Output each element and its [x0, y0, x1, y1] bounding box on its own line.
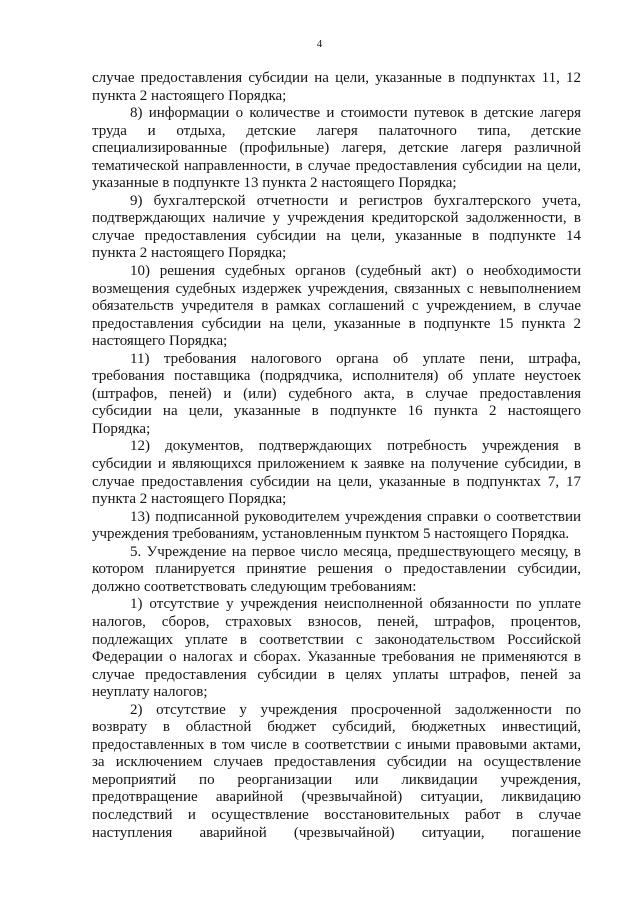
text-line: субсидии на цели, указанные в подпункте 16 пункта 2 настоящего — [92, 403, 581, 420]
text-line: подлежащих уплате в соответствии с законодательством Российской — [92, 631, 581, 648]
text-line: 1) отсутствие у учреждения неисполненной обязанности по уплате — [130, 596, 581, 613]
text-line: 8) информации о количестве и стоимости путевок в детские лагеря — [130, 105, 581, 122]
text-line: предоставления субсидии на цели, указанные в подпункте 15 пункта 2 — [92, 315, 581, 332]
text-line: Порядка; — [92, 420, 151, 437]
text-line: пункта 2 настоящего Порядка; — [92, 245, 287, 262]
text-line: наступления аварийной (чрезвычайной) ситуации, погашение — [92, 824, 581, 841]
text-line: за исключением случаев предоставления субсидии на осуществление — [92, 754, 581, 771]
text-line: учреждения требованиям, установленным пунктом 5 настоящего Порядка. — [92, 526, 570, 543]
text-line: тематической направленности, в случае предоставления субсидии на цели, — [92, 157, 581, 174]
text-line: мероприятий по реорганизации или ликвидации учреждения, — [92, 771, 581, 788]
text-line: Федерации о налогах и сборах. Указанные требования не применяются в — [92, 649, 581, 666]
text-line: указанные в подпункте 13 пункта 2 настоящего Порядка; — [92, 175, 457, 192]
text-line: предоставленных в том числе в соответствии с иными правовыми актами, — [92, 736, 581, 753]
text-line: налогов, сборов, страховых взносов, пеней, штрафов, процентов, — [92, 613, 581, 630]
page-number: 4 — [316, 38, 323, 50]
text-line: 12) документов, подтверждающих потребность учреждения в — [130, 438, 581, 455]
text-line: случае предоставления субсидии на цели, указанные в подпунктах 11, 12 — [92, 70, 581, 86]
text-line: 10) решения судебных органов (судебный акт) о необходимости — [130, 263, 581, 280]
text-line: случае предоставления субсидии в целях уплаты штрафов, пеней за — [92, 666, 581, 683]
text-line: (штрафов, пеней) и (или) судебного акта, в случае предоставления — [92, 385, 581, 402]
text-line: случае предоставления субсидии на цели, указанные в подпункте 14 — [92, 227, 581, 244]
text-line: 5. Учреждение на первое число месяца, предшествующего месяцу, в — [130, 543, 581, 560]
text-line: 13) подписанной руководителем учреждения справки о соответствии — [130, 508, 581, 525]
text-line: возмещения судебных издержек учреждения, связанных с невыполнением — [92, 280, 581, 297]
text-line: возврату в областной бюджет субсидий, бюджетных инвестиций, — [92, 719, 581, 736]
text-line: специализированные (профильные) лагеря, детские лагеря различной — [92, 140, 581, 157]
text-line: настоящего Порядка; — [92, 333, 228, 350]
document-body — [92, 70, 581, 842]
text-line: последствий и осуществление восстановительных работ в случае — [92, 806, 581, 823]
text-line: требования поставщика (подрядчика, исполнителя) об уплате неустоек — [92, 368, 581, 385]
text-line: подтверждающих наличие у учреждения кредиторской задолженности, в — [92, 210, 581, 227]
text-line: случае предоставления субсидии на цели, указанные в подпунктах 7, 17 — [92, 473, 581, 490]
text-line: 2) отсутствие у учреждения просроченной задолженности по — [130, 701, 581, 718]
text-line: пункта 2 настоящего Порядка; — [92, 491, 287, 508]
text-line: должно соответствовать следующим требованиям: — [92, 578, 417, 595]
text-line: неуплату налогов; — [92, 684, 208, 701]
text-line: 11) требования налогового органа об уплате пени, штрафа, — [130, 350, 581, 367]
text-line: пункта 2 настоящего Порядка; — [92, 87, 287, 104]
text-line: обязательств учредителя в рамках соглашений с учреждением, в случае — [92, 298, 581, 315]
text-line: котором планируется принятие решения о предоставлении субсидии, — [92, 561, 581, 578]
text-line: субсидии и являющихся приложением к заявке на получение субсидии, в — [92, 456, 581, 473]
text-line: 9) бухгалтерской отчетности и регистров бухгалтерского учета, — [130, 192, 581, 209]
text-line: предотвращение аварийной (чрезвычайной) ситуации, ликвидацию — [92, 789, 581, 806]
text-line: труда и отдыха, детские лагеря палаточного типа, детские — [92, 122, 581, 139]
